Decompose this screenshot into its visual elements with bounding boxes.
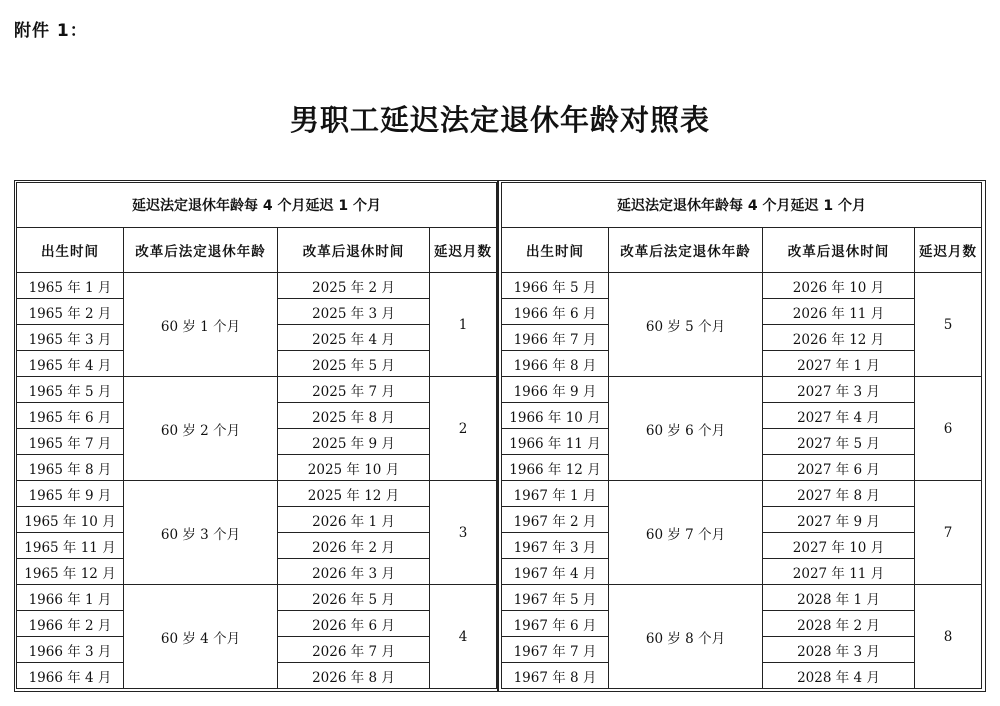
table-row: [502, 481, 982, 507]
retirement-date-cell: 2027 年 10 月: [763, 533, 915, 559]
retirement-date-cell: 2025 年 12 月: [278, 481, 430, 507]
retirement-date-cell: 2025 年 7 月: [278, 377, 430, 403]
retirement-date-cell: 2025 年 5 月: [278, 351, 430, 377]
retirement-age-cell: 60 岁 1 个月: [124, 273, 278, 377]
retirement-date-cell: 2027 年 9 月: [763, 507, 915, 533]
header-row: [502, 228, 982, 273]
delay-months-cell: 2: [430, 377, 497, 481]
birth-date-cell: 1966 年 6 月: [502, 299, 609, 325]
table-row: [502, 377, 982, 403]
retirement-age-cell: 60 岁 7 个月: [609, 481, 763, 585]
column-header: 延迟月数: [915, 228, 982, 273]
retirement-age-cell: 60 岁 2 个月: [124, 377, 278, 481]
retirement-date-cell: 2027 年 11 月: [763, 559, 915, 585]
retirement-age-cell: 60 岁 8 个月: [609, 585, 763, 689]
column-header: 出生时间: [502, 228, 609, 273]
birth-date-cell: 1965 年 11 月: [17, 533, 124, 559]
birth-date-cell: 1967 年 6 月: [502, 611, 609, 637]
birth-date-cell: 1966 年 2 月: [17, 611, 124, 637]
retirement-date-cell: 2027 年 1 月: [763, 351, 915, 377]
birth-date-cell: 1967 年 7 月: [502, 637, 609, 663]
column-header: 延迟月数: [430, 228, 497, 273]
retirement-date-cell: 2026 年 3 月: [278, 559, 430, 585]
table-right-container: [501, 182, 982, 689]
retirement-date-cell: 2027 年 4 月: [763, 403, 915, 429]
retirement-date-cell: 2026 年 1 月: [278, 507, 430, 533]
delay-months-cell: 5: [915, 273, 982, 377]
birth-date-cell: 1965 年 2 月: [17, 299, 124, 325]
retirement-date-cell: 2026 年 2 月: [278, 533, 430, 559]
birth-date-cell: 1967 年 1 月: [502, 481, 609, 507]
delay-months-cell: 4: [430, 585, 497, 689]
retirement-date-cell: 2027 年 6 月: [763, 455, 915, 481]
column-header: 改革后退休时间: [763, 228, 915, 273]
birth-date-cell: 1966 年 3 月: [17, 637, 124, 663]
table-row: [17, 377, 497, 403]
retirement-date-cell: 2026 年 12 月: [763, 325, 915, 351]
column-header: 改革后退休时间: [278, 228, 430, 273]
birth-date-cell: 1965 年 7 月: [17, 429, 124, 455]
delay-months-cell: 7: [915, 481, 982, 585]
retirement-age-cell: 60 岁 4 个月: [124, 585, 278, 689]
birth-date-cell: 1965 年 6 月: [17, 403, 124, 429]
attachment-label: 附件 1：: [14, 21, 88, 41]
retirement-table-left: [16, 182, 497, 689]
retirement-date-cell: 2028 年 2 月: [763, 611, 915, 637]
retirement-date-cell: 2025 年 4 月: [278, 325, 430, 351]
delay-months-cell: 3: [430, 481, 497, 585]
column-header: 出生时间: [17, 228, 124, 273]
table-row: [17, 585, 497, 611]
table-banner: 延迟法定退休年龄每 4 个月延迟 1 个月: [502, 183, 982, 228]
retirement-date-cell: 2026 年 11 月: [763, 299, 915, 325]
retirement-date-cell: 2027 年 3 月: [763, 377, 915, 403]
table-row: [502, 585, 982, 611]
column-header: 改革后法定退休年龄: [609, 228, 763, 273]
birth-date-cell: 1966 年 8 月: [502, 351, 609, 377]
birth-date-cell: 1966 年 7 月: [502, 325, 609, 351]
birth-date-cell: 1966 年 9 月: [502, 377, 609, 403]
birth-date-cell: 1965 年 1 月: [17, 273, 124, 299]
banner-row: [502, 183, 982, 228]
birth-date-cell: 1966 年 5 月: [502, 273, 609, 299]
birth-date-cell: 1967 年 5 月: [502, 585, 609, 611]
birth-date-cell: 1965 年 8 月: [17, 455, 124, 481]
birth-date-cell: 1965 年 5 月: [17, 377, 124, 403]
retirement-date-cell: 2026 年 8 月: [278, 663, 430, 689]
page-title: 男职工延迟法定退休年龄对照表: [289, 103, 710, 137]
birth-date-cell: 1967 年 3 月: [502, 533, 609, 559]
delay-months-cell: 1: [430, 273, 497, 377]
birth-date-cell: 1966 年 1 月: [17, 585, 124, 611]
retirement-table-right: [501, 182, 982, 689]
retirement-age-cell: 60 岁 6 个月: [609, 377, 763, 481]
column-header: 改革后法定退休年龄: [124, 228, 278, 273]
retirement-date-cell: 2026 年 10 月: [763, 273, 915, 299]
table-row: [17, 273, 497, 299]
retirement-age-cell: 60 岁 5 个月: [609, 273, 763, 377]
birth-date-cell: 1967 年 4 月: [502, 559, 609, 585]
birth-date-cell: 1967 年 2 月: [502, 507, 609, 533]
table-row: [502, 273, 982, 299]
header-row: [17, 228, 497, 273]
delay-months-cell: 6: [915, 377, 982, 481]
birth-date-cell: 1967 年 8 月: [502, 663, 609, 689]
retirement-date-cell: 2025 年 9 月: [278, 429, 430, 455]
retirement-date-cell: 2026 年 7 月: [278, 637, 430, 663]
retirement-date-cell: 2027 年 8 月: [763, 481, 915, 507]
birth-date-cell: 1966 年 11 月: [502, 429, 609, 455]
birth-date-cell: 1966 年 4 月: [17, 663, 124, 689]
birth-date-cell: 1966 年 10 月: [502, 403, 609, 429]
birth-date-cell: 1965 年 10 月: [17, 507, 124, 533]
table-divider: [497, 181, 499, 691]
retirement-date-cell: 2026 年 5 月: [278, 585, 430, 611]
birth-date-cell: 1965 年 3 月: [17, 325, 124, 351]
banner-row: [17, 183, 497, 228]
retirement-date-cell: 2025 年 8 月: [278, 403, 430, 429]
retirement-age-cell: 60 岁 3 个月: [124, 481, 278, 585]
retirement-date-cell: 2028 年 4 月: [763, 663, 915, 689]
retirement-date-cell: 2025 年 3 月: [278, 299, 430, 325]
retirement-date-cell: 2027 年 5 月: [763, 429, 915, 455]
retirement-date-cell: 2025 年 2 月: [278, 273, 430, 299]
retirement-date-cell: 2028 年 1 月: [763, 585, 915, 611]
birth-date-cell: 1965 年 4 月: [17, 351, 124, 377]
retirement-date-cell: 2028 年 3 月: [763, 637, 915, 663]
table-row: [17, 481, 497, 507]
birth-date-cell: 1965 年 12 月: [17, 559, 124, 585]
retirement-date-cell: 2026 年 6 月: [278, 611, 430, 637]
retirement-date-cell: 2025 年 10 月: [278, 455, 430, 481]
birth-date-cell: 1966 年 12 月: [502, 455, 609, 481]
birth-date-cell: 1965 年 9 月: [17, 481, 124, 507]
table-left-container: [16, 182, 497, 689]
table-banner: 延迟法定退休年龄每 4 个月延迟 1 个月: [17, 183, 497, 228]
delay-months-cell: 8: [915, 585, 982, 689]
